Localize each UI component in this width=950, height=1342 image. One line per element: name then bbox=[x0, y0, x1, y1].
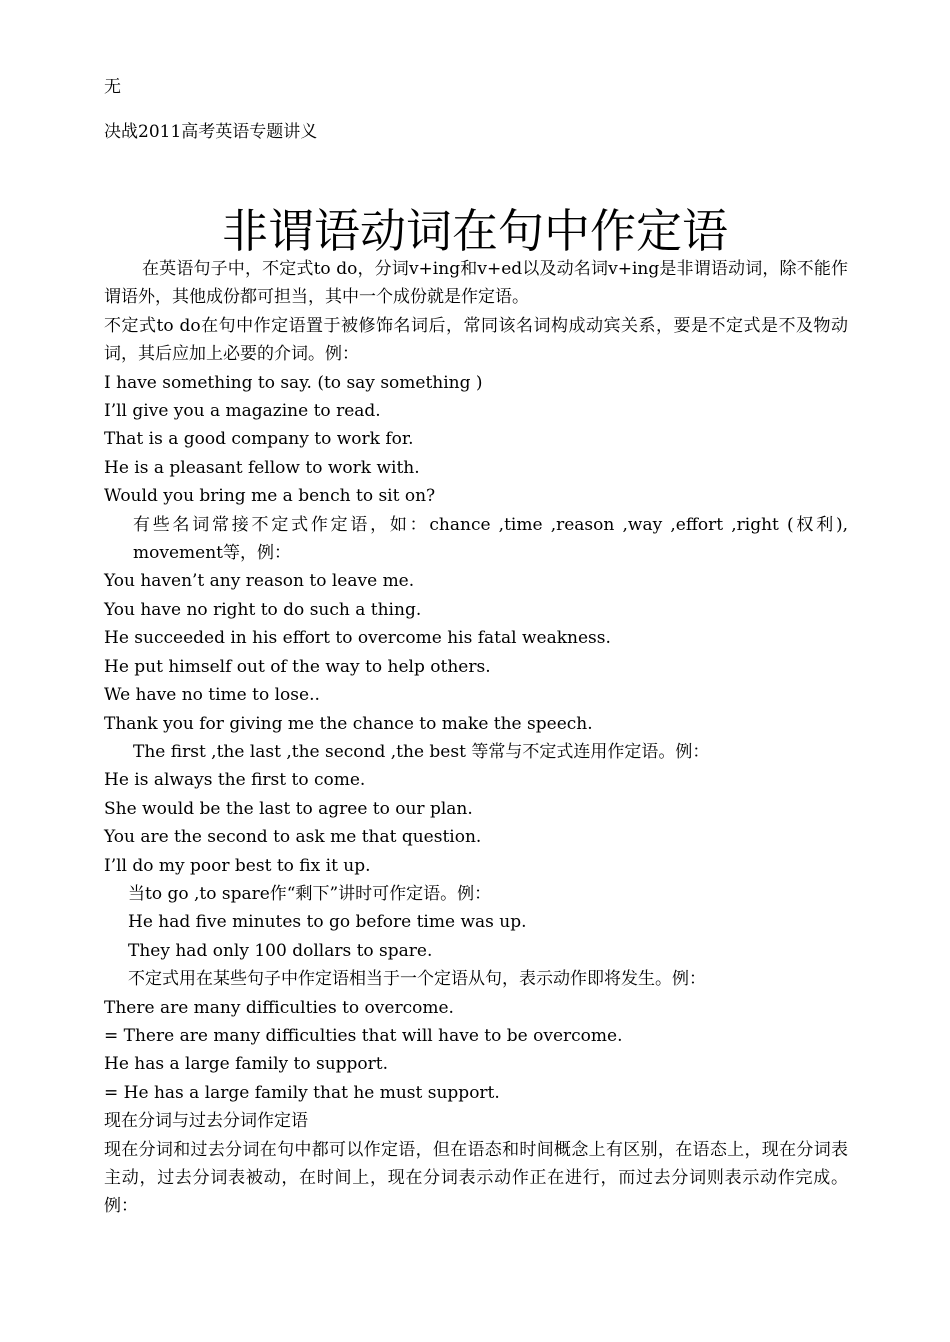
example-line: I’ll do my poor best to fix it up. bbox=[104, 855, 371, 876]
example-line: He has a large family to support. bbox=[104, 1054, 389, 1075]
document-body bbox=[104, 255, 848, 1221]
example-line: There are many difficulties to overcome. bbox=[104, 997, 454, 1018]
example-line: He is always the first to come. bbox=[104, 770, 366, 791]
example-line: He put himself out of the way to help others. bbox=[104, 656, 491, 677]
paragraph-nouns-rule: 有些名词常接不定式作定语，如：chance ,time ,reason ,way ,effort ,right (权利), movement等，例： bbox=[133, 514, 848, 564]
example-line: = He has a large family that he must support. bbox=[104, 1082, 500, 1103]
example-line: I’ll give you a magazine to read. bbox=[104, 401, 381, 422]
example-line: She would be the last to agree to our plan. bbox=[104, 798, 473, 819]
example-line: That is a good company to work for. bbox=[104, 429, 414, 450]
example-line: We have no time to lose.. bbox=[104, 685, 320, 706]
paragraph-infinitive-rule: 不定式to do在句中作定语置于被修饰名词后，常同该名词构成动宾关系，要是不定式是不及物动词，其后应加上必要的介词。例： bbox=[104, 315, 848, 365]
paragraph-clause-rule: 不定式用在某些句子中作定语相当于一个定语从句，表示动作即将发生。例： bbox=[128, 969, 706, 990]
paragraph-togo-rule: 当to go ,to spare作“剩下”讲时可作定语。例： bbox=[128, 883, 492, 904]
example-line: = There are many difficulties that will have to be overcome. bbox=[104, 1025, 623, 1046]
example-line: Would you bring me a bench to sit on? bbox=[104, 486, 436, 507]
top-note: 无 bbox=[104, 77, 121, 97]
example-line: They had only 100 dollars to spare. bbox=[128, 940, 433, 961]
example-line: You haven’t any reason to leave me. bbox=[104, 571, 415, 592]
paragraph-participle-rule: 现在分词和过去分词在句中都可以作定语，但在语态和时间概念上有区别，在语态上，现在分词表主动，过去分词表被动，在时间上，现在分词表示动作正在进行，而过去分词则表示动作完成。例： bbox=[104, 1139, 848, 1217]
example-line: He succeeded in his effort to overcome his fatal weakness. bbox=[104, 628, 611, 649]
lecture-subtitle: 决战2011高考英语专题讲义 bbox=[104, 122, 318, 142]
example-line: You have no right to do such a thing. bbox=[104, 599, 422, 620]
example-line: He had five minutes to go before time was up. bbox=[128, 912, 527, 933]
page-title: 非谓语动词在句中作定语 bbox=[222, 203, 728, 258]
section-heading-participles: 现在分词与过去分词作定语 bbox=[104, 1111, 308, 1132]
example-line: Thank you for giving me the chance to make the speech. bbox=[104, 713, 593, 734]
paragraph-ordinal-rule: The first ,the last ,the second ,the best 等常与不定式连用作定语。例： bbox=[133, 741, 710, 762]
example-line: You are the second to ask me that question. bbox=[104, 827, 482, 848]
paragraph-intro: 在英语句子中，不定式to do，分词v+ing和v+ed以及动名词v+ing是非谓语动词，除不能作谓语外，其他成份都可担当，其中一个成份就是作定语。 bbox=[104, 259, 848, 308]
example-line: He is a pleasant fellow to work with. bbox=[104, 457, 420, 478]
example-line: I have something to say. (to say something ) bbox=[104, 372, 483, 393]
